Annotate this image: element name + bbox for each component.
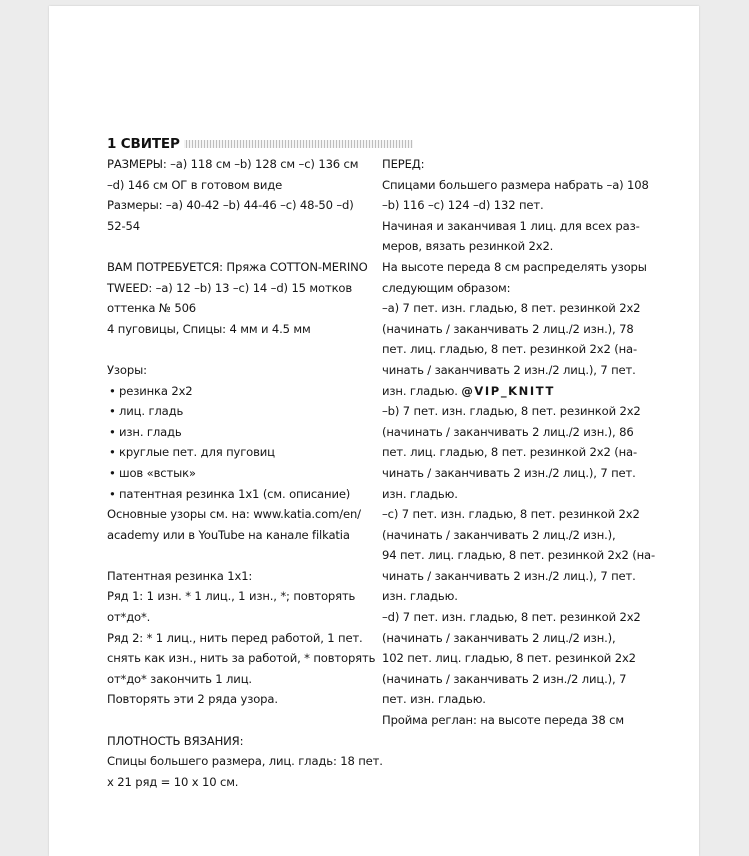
section-header	[107, 134, 407, 154]
materials-line: 4 пуговицы, Спицы: 4 мм и 4.5 мм	[107, 321, 311, 336]
document-page	[49, 6, 699, 856]
sizes-line: –d) 146 см ОГ в готовом виде	[107, 177, 283, 192]
front-line: следующим образом:	[382, 280, 511, 295]
front-line: меров, вязать резинкой 2x2.	[382, 239, 554, 254]
pattern-list-item: • изн. гладь	[107, 422, 407, 443]
watermark-text: @VIP_KNITT	[461, 383, 555, 398]
patent-rib-block	[107, 566, 407, 710]
front-line: пет. изн. гладью.	[382, 692, 486, 707]
front-line: (начинать / заканчивать 2 лиц./2 изн.),	[382, 630, 616, 645]
section-title: 1 СВИТЕР	[107, 136, 184, 152]
patterns-note-line: Основные узоры см. на: www.katia.com/en/	[107, 507, 361, 522]
gauge-block	[107, 731, 407, 793]
materials-line: ВАМ ПОТРЕБУЕТСЯ: Пряжа COTTON-MERINO	[107, 259, 368, 274]
gauge-heading: ПЛОТНОСТЬ ВЯЗАНИЯ:	[107, 733, 244, 748]
front-line: (начинать / заканчивать 2 изн./2 лиц.), 7	[382, 671, 627, 686]
front-line: чинать / заканчивать 2 изн./2 лиц.), 7 пет.	[382, 465, 636, 480]
pattern-list-item: • круглые пет. для пуговиц	[107, 442, 407, 463]
front-line: ПЕРЕД:	[382, 157, 425, 171]
patterns-heading: Узоры:	[107, 362, 147, 377]
materials-block	[107, 257, 407, 339]
pattern-list-item: • шов «встык»	[107, 463, 407, 484]
patent-rib-line: Патентная резинка 1x1:	[107, 568, 253, 583]
sizes-line: Размеры: –a) 40-42 –b) 44-46 –c) 48-50 –d)	[107, 198, 354, 213]
front-line: изн. гладью.	[382, 589, 458, 604]
patterns-block	[107, 360, 407, 545]
front-line: Начиная и заканчивая 1 лиц. для всех раз-	[382, 218, 640, 233]
front-line: изн. гладью.	[382, 486, 458, 501]
front-instructions	[382, 154, 697, 731]
front-line-text: изн. гладью.	[382, 383, 458, 398]
patterns-note-line: academy или в YouTube на канале filkatia	[107, 527, 350, 542]
patent-rib-line: снять как изн., нить за работой, * повторять	[107, 651, 376, 666]
front-line: –a) 7 пет. изн. гладью, 8 пет. резинкой 2x2	[382, 301, 641, 316]
gauge-line: Спицы большего размера, лиц. гладь: 18 пет.	[107, 754, 383, 769]
front-line: Пройма реглан: на высоте переда 38 см	[382, 713, 624, 728]
gauge-line: x 21 ряд = 10 x 10 см.	[107, 774, 239, 789]
front-line: чинать / заканчивать 2 изн./2 лиц.), 7 пет.	[382, 568, 636, 583]
front-line: –b) 7 пет. изн. гладью, 8 пет. резинкой 2x2	[382, 404, 641, 419]
patent-rib-line: от*до* закончить 1 лиц.	[107, 671, 252, 686]
pattern-list-item: • резинка 2х2	[107, 381, 407, 402]
patent-rib-line: Ряд 1: 1 изн. * 1 лиц., 1 изн., *; повторять	[107, 589, 356, 604]
front-line: (начинать / заканчивать 2 лиц./2 изн.), 78	[382, 321, 634, 336]
front-line: –d) 7 пет. изн. гладью, 8 пет. резинкой 2x2	[382, 610, 641, 625]
front-line: На высоте переда 8 см распределять узоры	[382, 259, 647, 274]
right-column	[382, 134, 697, 731]
front-line	[382, 381, 697, 402]
front-line: Спицами большего размера набрать –a) 108	[382, 177, 649, 192]
front-line: пет. лиц. гладью, 8 пет. резинкой 2x2 (на-	[382, 342, 638, 357]
front-line: пет. лиц. гладью, 8 пет. резинкой 2x2 (на-	[382, 445, 638, 460]
materials-line: оттенка № 506	[107, 301, 197, 316]
front-line: (начинать / заканчивать 2 лиц./2 изн.),	[382, 527, 616, 542]
materials-line: TWEED: –a) 12 –b) 13 –c) 14 –d) 15 мотков	[107, 280, 353, 295]
front-line: чинать / заканчивать 2 изн./2 лиц.), 7 пет.	[382, 362, 636, 377]
patent-rib-line: Ряд 2: * 1 лиц., нить перед работой, 1 пет.	[107, 630, 363, 645]
left-column	[107, 134, 407, 792]
pattern-list-item: • лиц. гладь	[107, 401, 407, 422]
front-line: –b) 116 –c) 124 –d) 132 пет.	[382, 198, 544, 213]
sizes-line: РАЗМЕРЫ: –a) 118 см –b) 128 см –c) 136 см	[107, 157, 359, 171]
front-line: –c) 7 пет. изн. гладью, 8 пет. резинкой 2x2	[382, 507, 640, 522]
front-line: 94 пет. лиц. гладью, 8 пет. резинкой 2x2 (на-	[382, 548, 655, 563]
front-line: (начинать / заканчивать 2 лиц./2 изн.), 86	[382, 424, 634, 439]
pattern-list-item: • патентная резинка 1x1 (см. описание)	[107, 484, 407, 505]
patent-rib-line: от*до*.	[107, 610, 151, 625]
sizes-block	[107, 154, 407, 236]
sizes-line: 52-54	[107, 218, 140, 233]
front-line: 102 пет. лиц. гладью, 8 пет. резинкой 2x2	[382, 651, 636, 666]
title-stripe-decoration	[177, 140, 413, 148]
patent-rib-line: Повторять эти 2 ряда узора.	[107, 692, 278, 707]
